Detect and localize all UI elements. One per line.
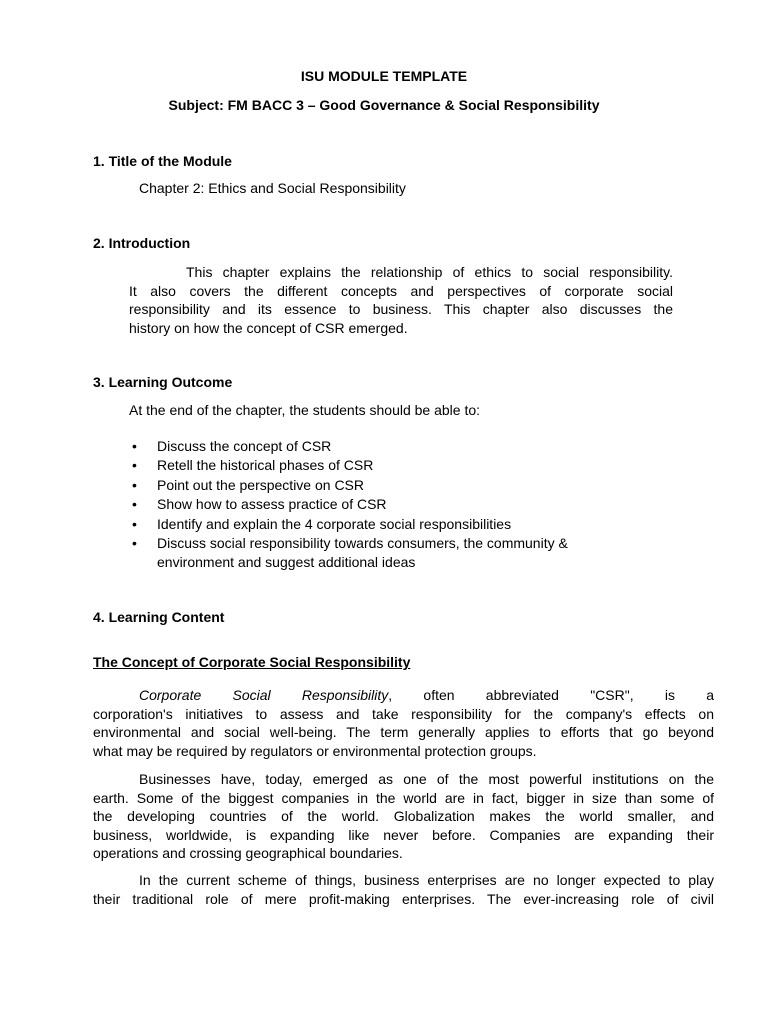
paragraph-line: what may be required by regulators or environmental protection groups. — [93, 742, 537, 759]
list-item-text: Discuss social responsibility towards consumers, the community & — [157, 535, 568, 552]
paragraph-line — [93, 686, 714, 705]
content-paragraph-3 — [93, 871, 714, 908]
content-paragraph-2 — [93, 770, 714, 863]
learning-outcome-list — [131, 437, 657, 573]
list-item — [131, 437, 657, 456]
introduction-line: history on how the concept of CSR emerged. — [129, 319, 408, 336]
bullet-icon: • — [132, 515, 137, 532]
paragraph-line: corporation's initiatives to assess and take responsibility for the company's effects on — [93, 705, 714, 722]
learning-outcome-lead: At the end of the chapter, the students should be able to: — [129, 402, 481, 418]
paragraph-line: In the current scheme of things, business enterprises are no longer expected to play — [139, 872, 714, 888]
introduction-line: It also covers the different concepts and perspectives of corporate social — [129, 282, 673, 299]
section-heading-learning-outcome: 3. Learning Outcome — [93, 374, 233, 390]
list-item — [131, 456, 657, 475]
csr-italic-term: Corporate Social Responsibility — [139, 687, 389, 703]
list-item-text: Show how to assess practice of CSR — [157, 496, 387, 513]
bullet-icon: • — [132, 438, 137, 454]
list-item — [131, 534, 657, 553]
list-item — [131, 495, 657, 514]
paragraph-line: Businesses have, today, emerged as one of the most powerful institutions on the — [139, 771, 714, 787]
list-item — [131, 515, 657, 534]
content-subheading: The Concept of Corporate Social Responsibility — [93, 654, 411, 670]
introduction-line: This chapter explains the relationship of ethics to social responsibility. — [186, 264, 673, 280]
bullet-icon: • — [132, 496, 137, 513]
section-heading-introduction: 2. Introduction — [93, 235, 191, 251]
paragraph-line: their traditional role of mere profit-making enterprises. The ever-increasing role of civil — [93, 890, 714, 907]
list-item — [131, 476, 657, 495]
content-paragraph-1 — [93, 686, 714, 760]
paragraph-line-rest: , often abbreviated "CSR", is a — [388, 687, 714, 703]
paragraph-line: the developing countries of the world. Globalization makes the world smaller, and — [93, 808, 714, 824]
module-title-text: Chapter 2: Ethics and Social Responsibility — [139, 180, 406, 196]
bullet-icon: • — [132, 476, 137, 493]
list-item-text: Point out the perspective on CSR — [157, 476, 365, 493]
section-heading-title-of-module: 1. Title of the Module — [93, 153, 232, 169]
paragraph-line: earth. Some of the biggest companies in the world are in fact, bigger in size than some of — [93, 789, 714, 806]
introduction-paragraph — [129, 263, 673, 337]
document-subject: Subject: FM BACC 3 – Good Governance & Social Responsibility — [168, 97, 600, 113]
list-item-text: Retell the historical phases of CSR — [157, 457, 374, 474]
bullet-icon: • — [132, 457, 137, 474]
list-item-text: Discuss the concept of CSR — [157, 438, 332, 454]
paragraph-line: business, worldwide, is expanding like never before. Companies are expanding their — [93, 826, 714, 843]
section-heading-learning-content: 4. Learning Content — [93, 609, 225, 625]
introduction-line: responsibility and its essence to business. This chapter also discusses the — [129, 301, 673, 317]
list-item-text: Identify and explain the 4 corporate social responsibilities — [157, 515, 512, 532]
paragraph-line: operations and crossing geographical boundaries. — [93, 845, 403, 861]
document-title: ISU MODULE TEMPLATE — [300, 68, 468, 84]
paragraph-line: environmental and social well-being. The term generally applies to efforts that go beyond — [93, 724, 714, 740]
list-item-text: environment and suggest additional ideas — [157, 554, 416, 571]
bullet-icon: • — [132, 535, 137, 552]
list-item-continuation — [131, 553, 657, 572]
